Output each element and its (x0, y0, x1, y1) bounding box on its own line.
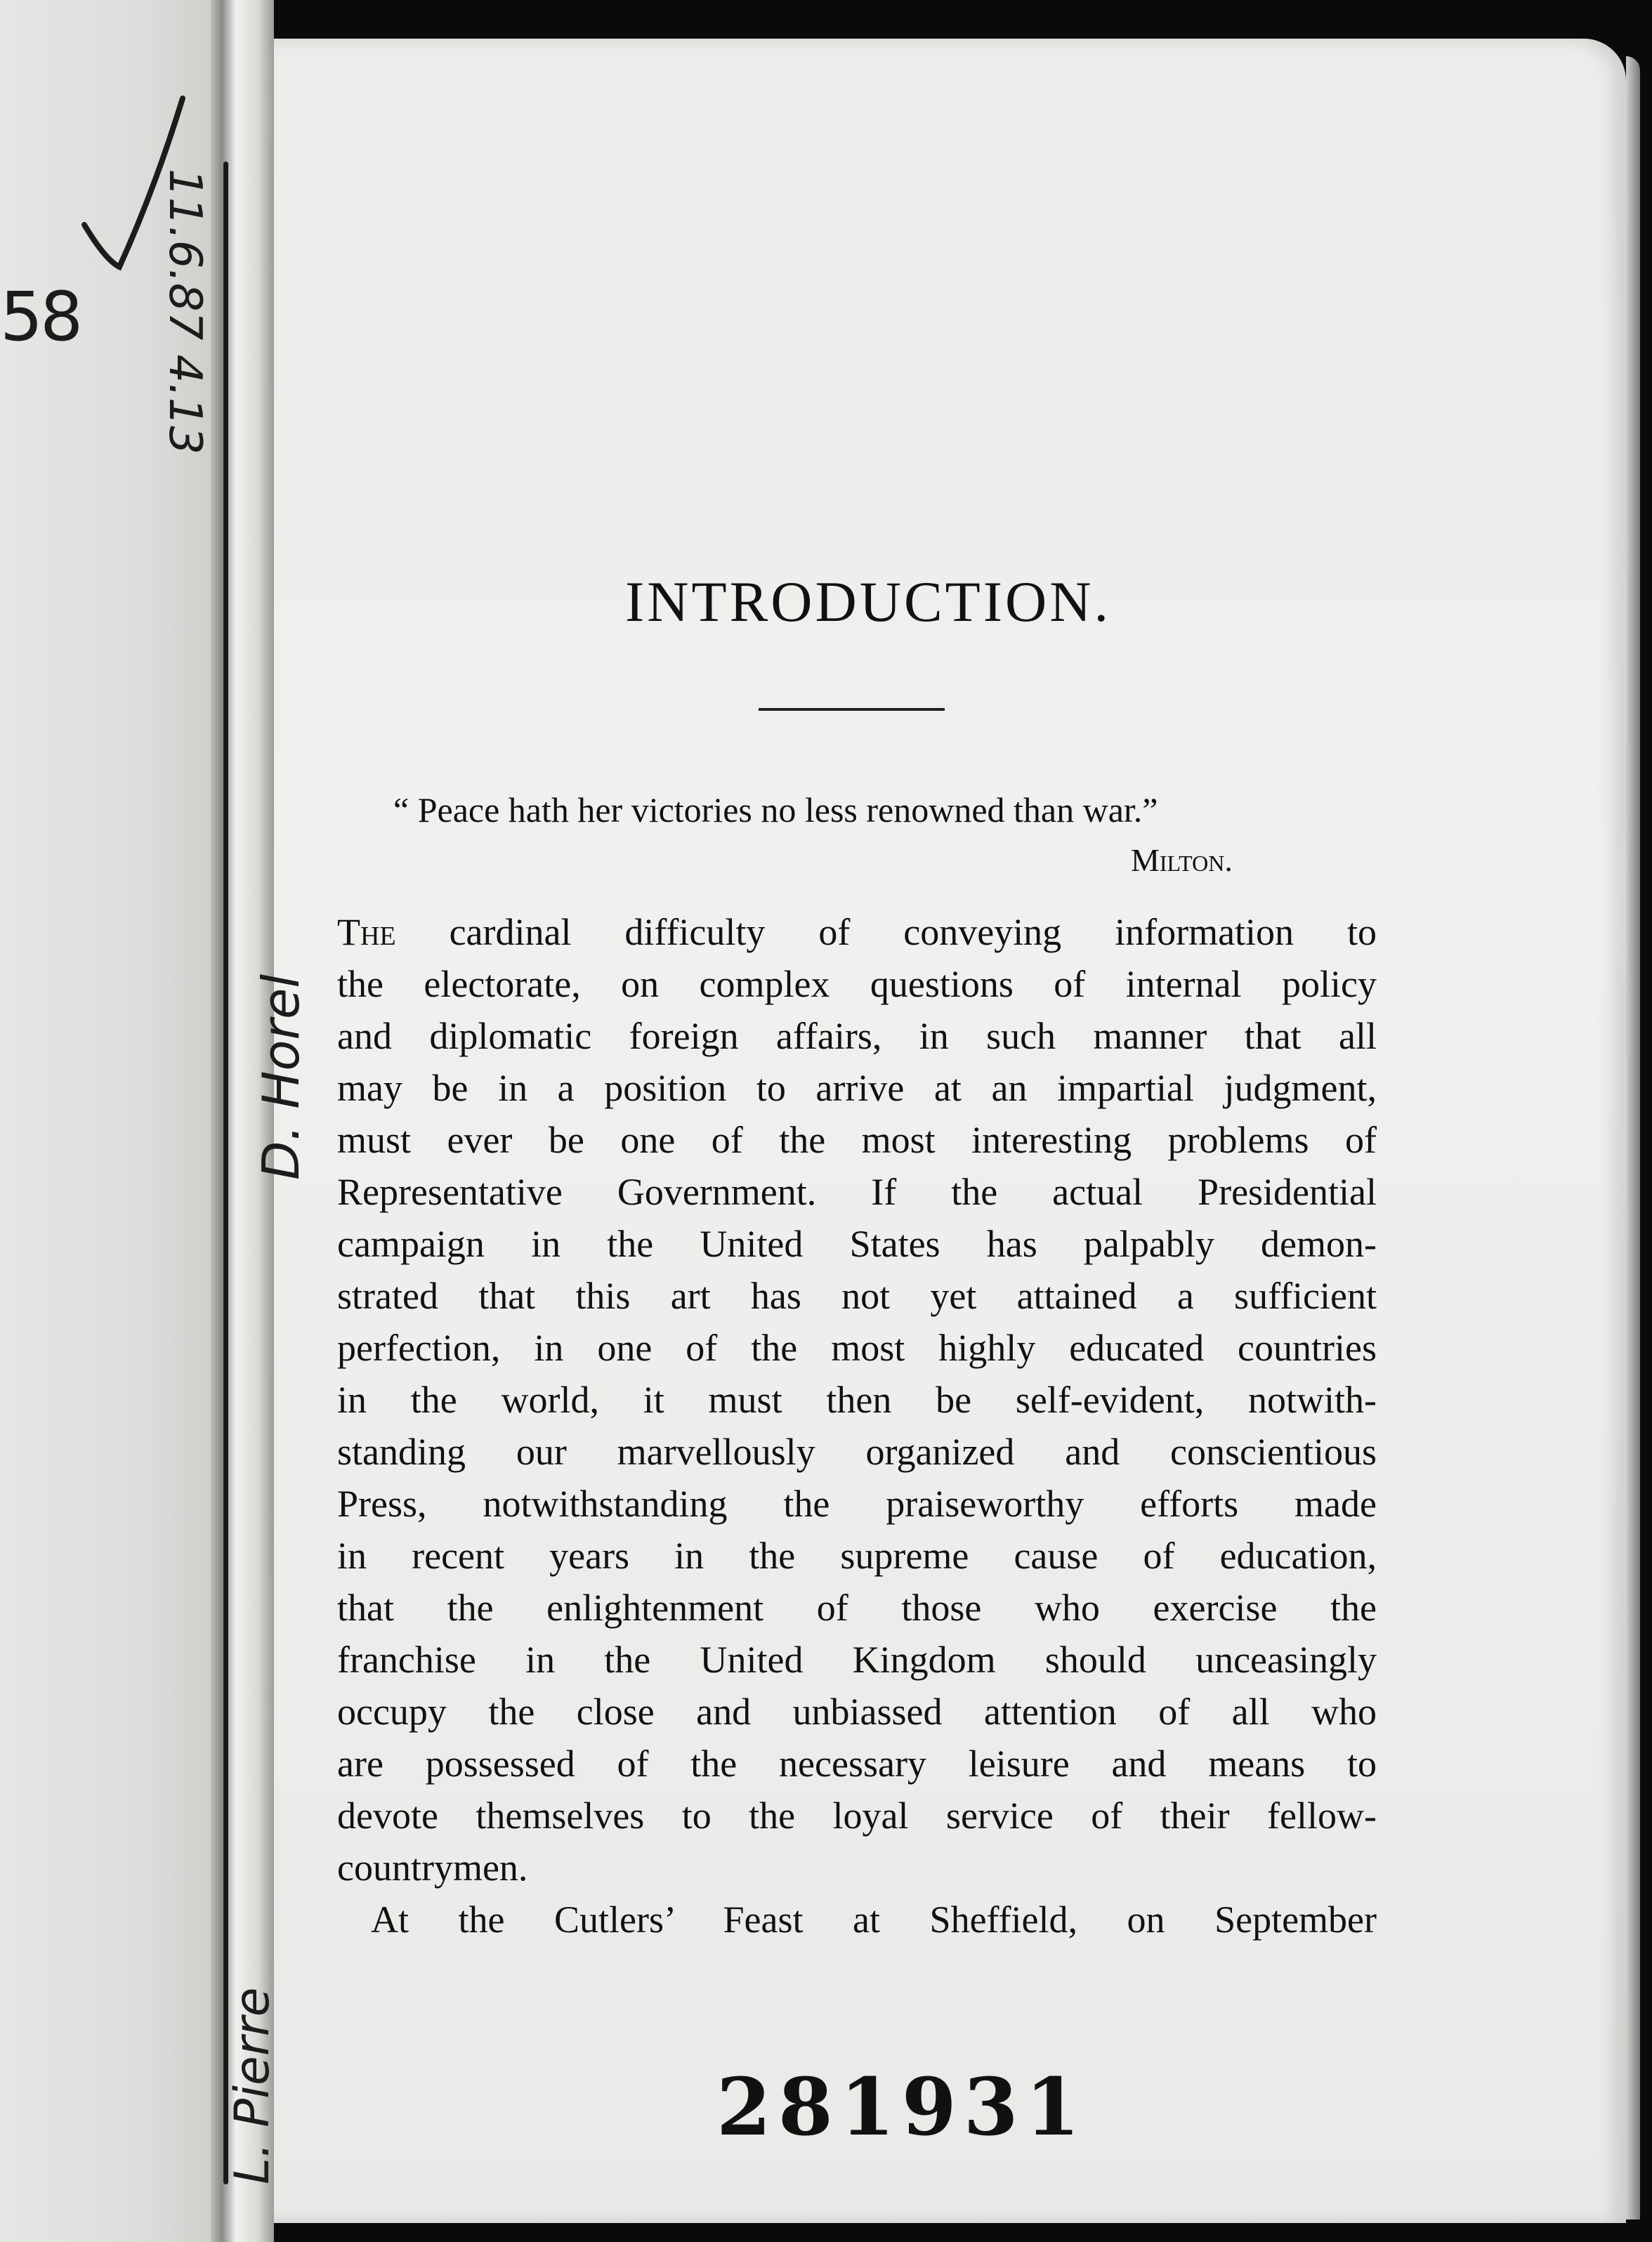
text-line: and diplomatic foreign affairs, in such manner that all (337, 1015, 1377, 1057)
margin-number: 58 (0, 277, 81, 356)
epigraph-author: Milton. (1131, 842, 1233, 878)
text-line: campaign in the United States has palpably demon- (337, 1223, 1377, 1265)
drop-word: The (337, 911, 396, 953)
title-divider (759, 708, 945, 711)
epigraph-quote: “ Peace hath her victories no less renowned than war.” (393, 790, 1158, 830)
text-line: standing our marvellously organized and conscientious (337, 1431, 1377, 1473)
text-line: strated that this art has not yet attained a sufficient (337, 1275, 1377, 1317)
text-line: franchise in the United Kingdom should unceasingly (337, 1639, 1377, 1681)
text-line: At the Cutlers’ Feast at Sheffield, on September (371, 1899, 1377, 1941)
text-line: devote themselves to the loyal service of their fellow- (337, 1795, 1377, 1837)
text-line: countrymen. (337, 1847, 528, 1889)
spine-annotation-bottom: L. Pierre (225, 1987, 280, 2184)
text-line: in the world, it must then be self-evident, notwith- (337, 1379, 1377, 1421)
text-line: perfection, in one of the most highly educated countries (337, 1327, 1377, 1369)
page-edge (1626, 56, 1640, 2220)
spine-binding (223, 162, 228, 2184)
body-text (337, 906, 1377, 1946)
text-line: may be in a position to arrive at an impartial judgment, (337, 1067, 1377, 1109)
text-line: are possessed of the necessary leisure and means to (337, 1743, 1377, 1785)
spine-annotation-top: 11.6.87 4.13 (159, 169, 211, 455)
text-line: must ever be one of the most interesting problems of (337, 1119, 1377, 1161)
text-line: the electorate, on complex questions of internal policy (337, 963, 1377, 1005)
page-title: INTRODUCTION. (625, 570, 1111, 634)
text-line: occupy the close and unbiassed attention of all who (337, 1691, 1377, 1733)
text-line: in recent years in the supreme cause of education, (337, 1535, 1377, 1577)
spine-annotation-middle: D. Horel (251, 973, 310, 1180)
page-stamp-number: 281931 (716, 2061, 1087, 2154)
text-line: Representative Government. If the actual Presidential (337, 1171, 1377, 1213)
text-line: that the enlightenment of those who exercise the (337, 1587, 1377, 1629)
text-line: Press, notwithstanding the praiseworthy efforts made (337, 1483, 1377, 1525)
text-line: The cardinal difficulty of conveying information to (337, 911, 1377, 953)
